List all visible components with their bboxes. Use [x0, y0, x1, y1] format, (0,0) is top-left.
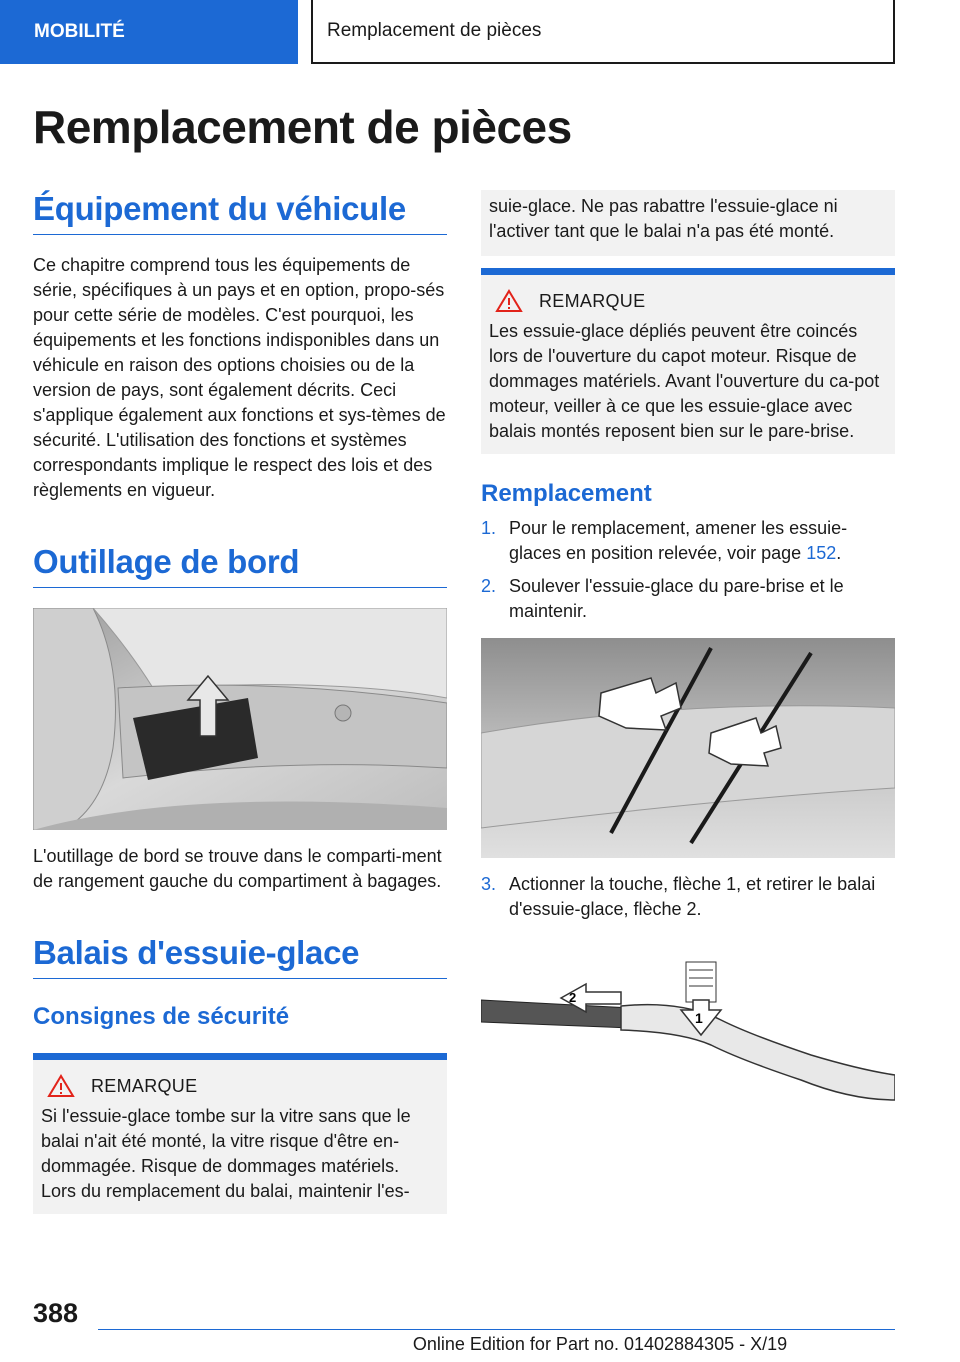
note-label: REMARQUE — [91, 1075, 198, 1096]
warning-icon — [495, 289, 523, 313]
chapter-label: MOBILITÉ — [34, 21, 125, 42]
step-number: 1. — [481, 518, 497, 538]
arrow-label-1: 1 — [695, 1010, 703, 1026]
step-item: 1. Pour le remplacement, amener les essuie-glaces en position relevée, voir page 152. — [481, 516, 895, 566]
step-number: 3. — [481, 874, 497, 894]
heading-consignes: Consignes de sécurité — [33, 1003, 290, 1030]
footer-edition: Online Edition for Part no. 01402884305 - X/19 — [412, 1334, 788, 1354]
heading-equipement: Équipement du véhicule — [33, 190, 447, 235]
right-column — [481, 190, 895, 1160]
note-label: REMARQUE — [539, 290, 646, 311]
note-text: Si l'essuie-glace tombe sur la vitre sans que le balai n'ait été monté, la vitre risque d'être en-dommagée. Risque de dommages matériels. Lors du remplacement du balai, maintenir l'es- — [41, 1106, 411, 1201]
equipement-text: Ce chapitre comprend tous les équipements de série, spécifiques à un pays et en option, propo-sés pour cette série de modèles. C'est pourquoi, les équipements et les fonctions indisponibles dans un véhicule en raison des options choisies ou de la version de pays, sont également décrits. Ceci s'applique également aux fonctions et sys-tèmes de sécurité. L'utilisation des fonctions et systèmes correspondants implique le respect des lois et des règlements en vigueur. — [33, 255, 446, 500]
steps-list-a — [481, 516, 895, 624]
heading-outillage: Outillage de bord — [33, 543, 447, 588]
step-item — [481, 872, 895, 922]
steps-list-b — [481, 872, 895, 922]
page-reference-link[interactable]: 152 — [806, 543, 837, 563]
windshield-wiper-photo — [481, 638, 895, 858]
footer-rule — [98, 1329, 895, 1330]
outillage-caption: L'outillage de bord se trouve dans le comparti-ment de rangement gauche du compartiment à bagages. — [33, 846, 442, 891]
step-text: Pour le remplacement, amener les essuie-glaces en position relevée, voir page — [509, 518, 848, 563]
safety-note-1-continued — [481, 190, 895, 256]
arrow-label-2: 2 — [569, 990, 577, 1005]
left-column — [33, 190, 447, 1214]
note2-text: Les essuie-glace dépliés peuvent être coincés lors de l'ouverture du capot moteur. Risque de dommages matériels. Avant l'ouverture du ca-pot moteur, veiller à ce que les essuie-glace avec balais montés reposent bien sur le pare-brise. — [489, 321, 880, 441]
heading-remplacement: Remplacement — [481, 480, 652, 507]
step-text: Actionner la touche, flèche 1, et retirer le balai d'essuie-glace, flèche 2. — [509, 874, 876, 919]
header-section-box — [311, 0, 895, 64]
safety-note-2 — [481, 268, 895, 454]
safety-note-1 — [33, 1053, 447, 1214]
wiper-blade-diagram — [481, 960, 895, 1160]
trunk-photo — [33, 608, 447, 830]
warning-icon — [47, 1074, 75, 1098]
heading-balais: Balais d'essuie-glace — [33, 934, 447, 979]
note-continued-text: suie-glace. Ne pas rabattre l'essuie-glace ni l'activer tant que le balai n'a pas été monté. — [489, 196, 838, 241]
header-chapter-tab — [0, 0, 298, 64]
page-title: Remplacement de pièces — [33, 101, 572, 153]
step-text: Soulever l'essuie-glace du pare-brise et le maintenir. — [509, 576, 844, 621]
header-section-title: Remplacement de pièces — [327, 20, 542, 41]
page-number: 388 — [33, 1298, 79, 1328]
step-item — [481, 574, 895, 624]
step-number: 2. — [481, 576, 497, 596]
